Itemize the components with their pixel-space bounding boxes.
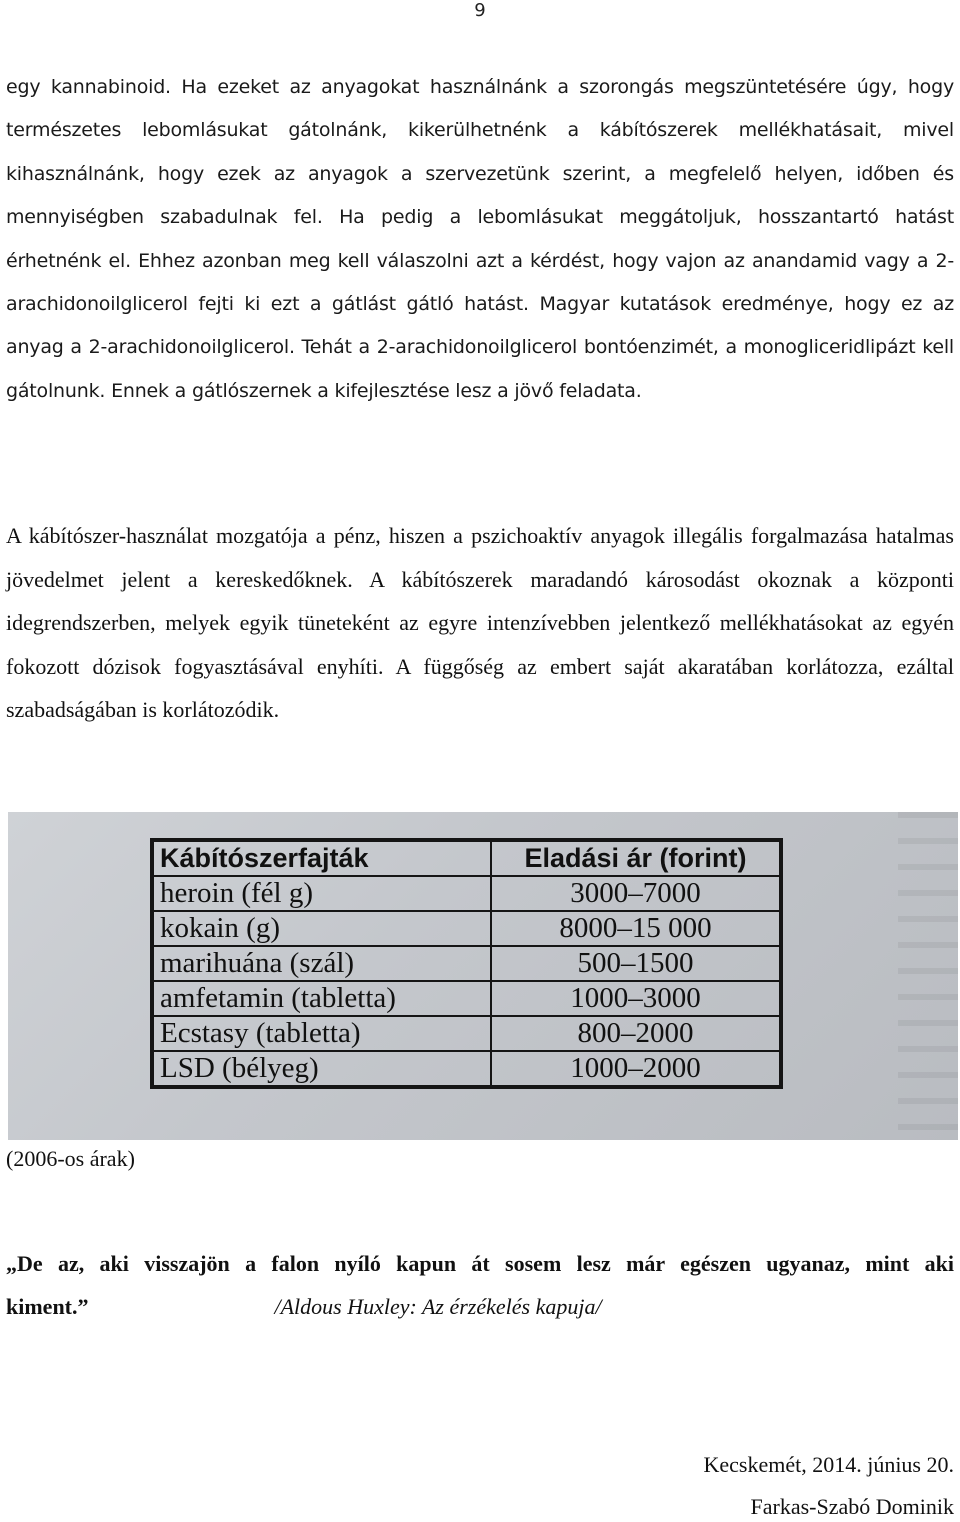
table-row (152, 911, 781, 946)
drug-price-table (150, 838, 783, 1089)
price-table-photo (8, 812, 958, 1140)
photo-bleed-through (898, 812, 958, 1140)
table-header-row (152, 840, 781, 876)
price-cell: 1000–2000 (491, 1051, 781, 1087)
drug-cell: heroin (fél g) (152, 876, 491, 911)
page-number: 9 (474, 0, 486, 21)
table-row (152, 1016, 781, 1051)
drug-cell: LSD (bélyeg) (152, 1051, 491, 1087)
body-paragraph-1: egy kannabinoid. Ha ezeket az anyagokat használnánk a szorongás megszüntetésére úgy, hogy természetes lebomlásukat gátolnánk, kikerülhetnénk a kábítószerek mellékhatásait, mivel kihasználnánk, hogy ezek az anyagok a szervezetünk szerint, a megfelelő helyen, időben és mennyiségben szabadulnak fel. Ha pedig a lebomlásukat meggátoljuk, hosszantartó hatást érhetnénk el. Ehhez azonban meg kell válaszolni azt a kérdést, hogy vajon az anandamid vagy a 2-arachidonoilglicerol fejti ki ezt a gátlást gátló hatást. Magyar kutatások eredménye, hogy ez az anyag a 2-arachidonoilglicerol. Tehát a 2-arachidonoilglicerol bontóenzimét, a monogliceridlipázt kell gátolnunk. Ennek a gátlószernek a kifejlesztése lesz a jövő feladata. (6, 76, 954, 402)
price-cell: 800–2000 (491, 1016, 781, 1051)
closing-quote (6, 1242, 954, 1328)
table-row (152, 1051, 781, 1087)
place-date: Kecskemét, 2014. június 20. (703, 1452, 954, 1477)
price-cell: 3000–7000 (491, 876, 781, 911)
table-row (152, 981, 781, 1016)
price-cell: 500–1500 (491, 946, 781, 981)
body-paragraph-2: A kábítószer-használat mozgatója a pénz, hiszen a pszichoaktív anyagok illegális forgalmazása hatalmas jövedelmet jelent a kereskedőknek. A kábítószerek maradandó károsodást okoznak a központi idegrendszerben, melyek egyik tüneteként az egyre intenzívebben jelentkező mellékhatásokat az egyén fokozott dózisok fogyasztásával enyhíti. A függőség az embert saját akaratában korlátozza, ezáltal szabadságában is korlátozódik. (6, 523, 954, 723)
price-cell: 8000–15 000 (491, 911, 781, 946)
column-header-price: Eladási ár (forint) (491, 840, 781, 876)
drug-cell: kokain (g) (152, 911, 491, 946)
author-name: Farkas-Szabó Dominik (750, 1494, 954, 1519)
table-caption: (2006-os árak) (6, 1146, 135, 1171)
drug-cell: Ecstasy (tabletta) (152, 1016, 491, 1051)
table-row (152, 876, 781, 911)
quote-source: /Aldous Huxley: Az érzékelés kapuja/ (274, 1294, 602, 1319)
drug-cell: marihuána (szál) (152, 946, 491, 981)
table-row (152, 946, 781, 981)
quote-text: „De az, aki visszajön a falon nyíló kapun át sosem lesz már egészen ugyanaz, mint aki kiment.” (6, 1251, 954, 1319)
drug-cell: amfetamin (tabletta) (152, 981, 491, 1016)
price-cell: 1000–3000 (491, 981, 781, 1016)
column-header-drug: Kábítószerfajták (152, 840, 491, 876)
